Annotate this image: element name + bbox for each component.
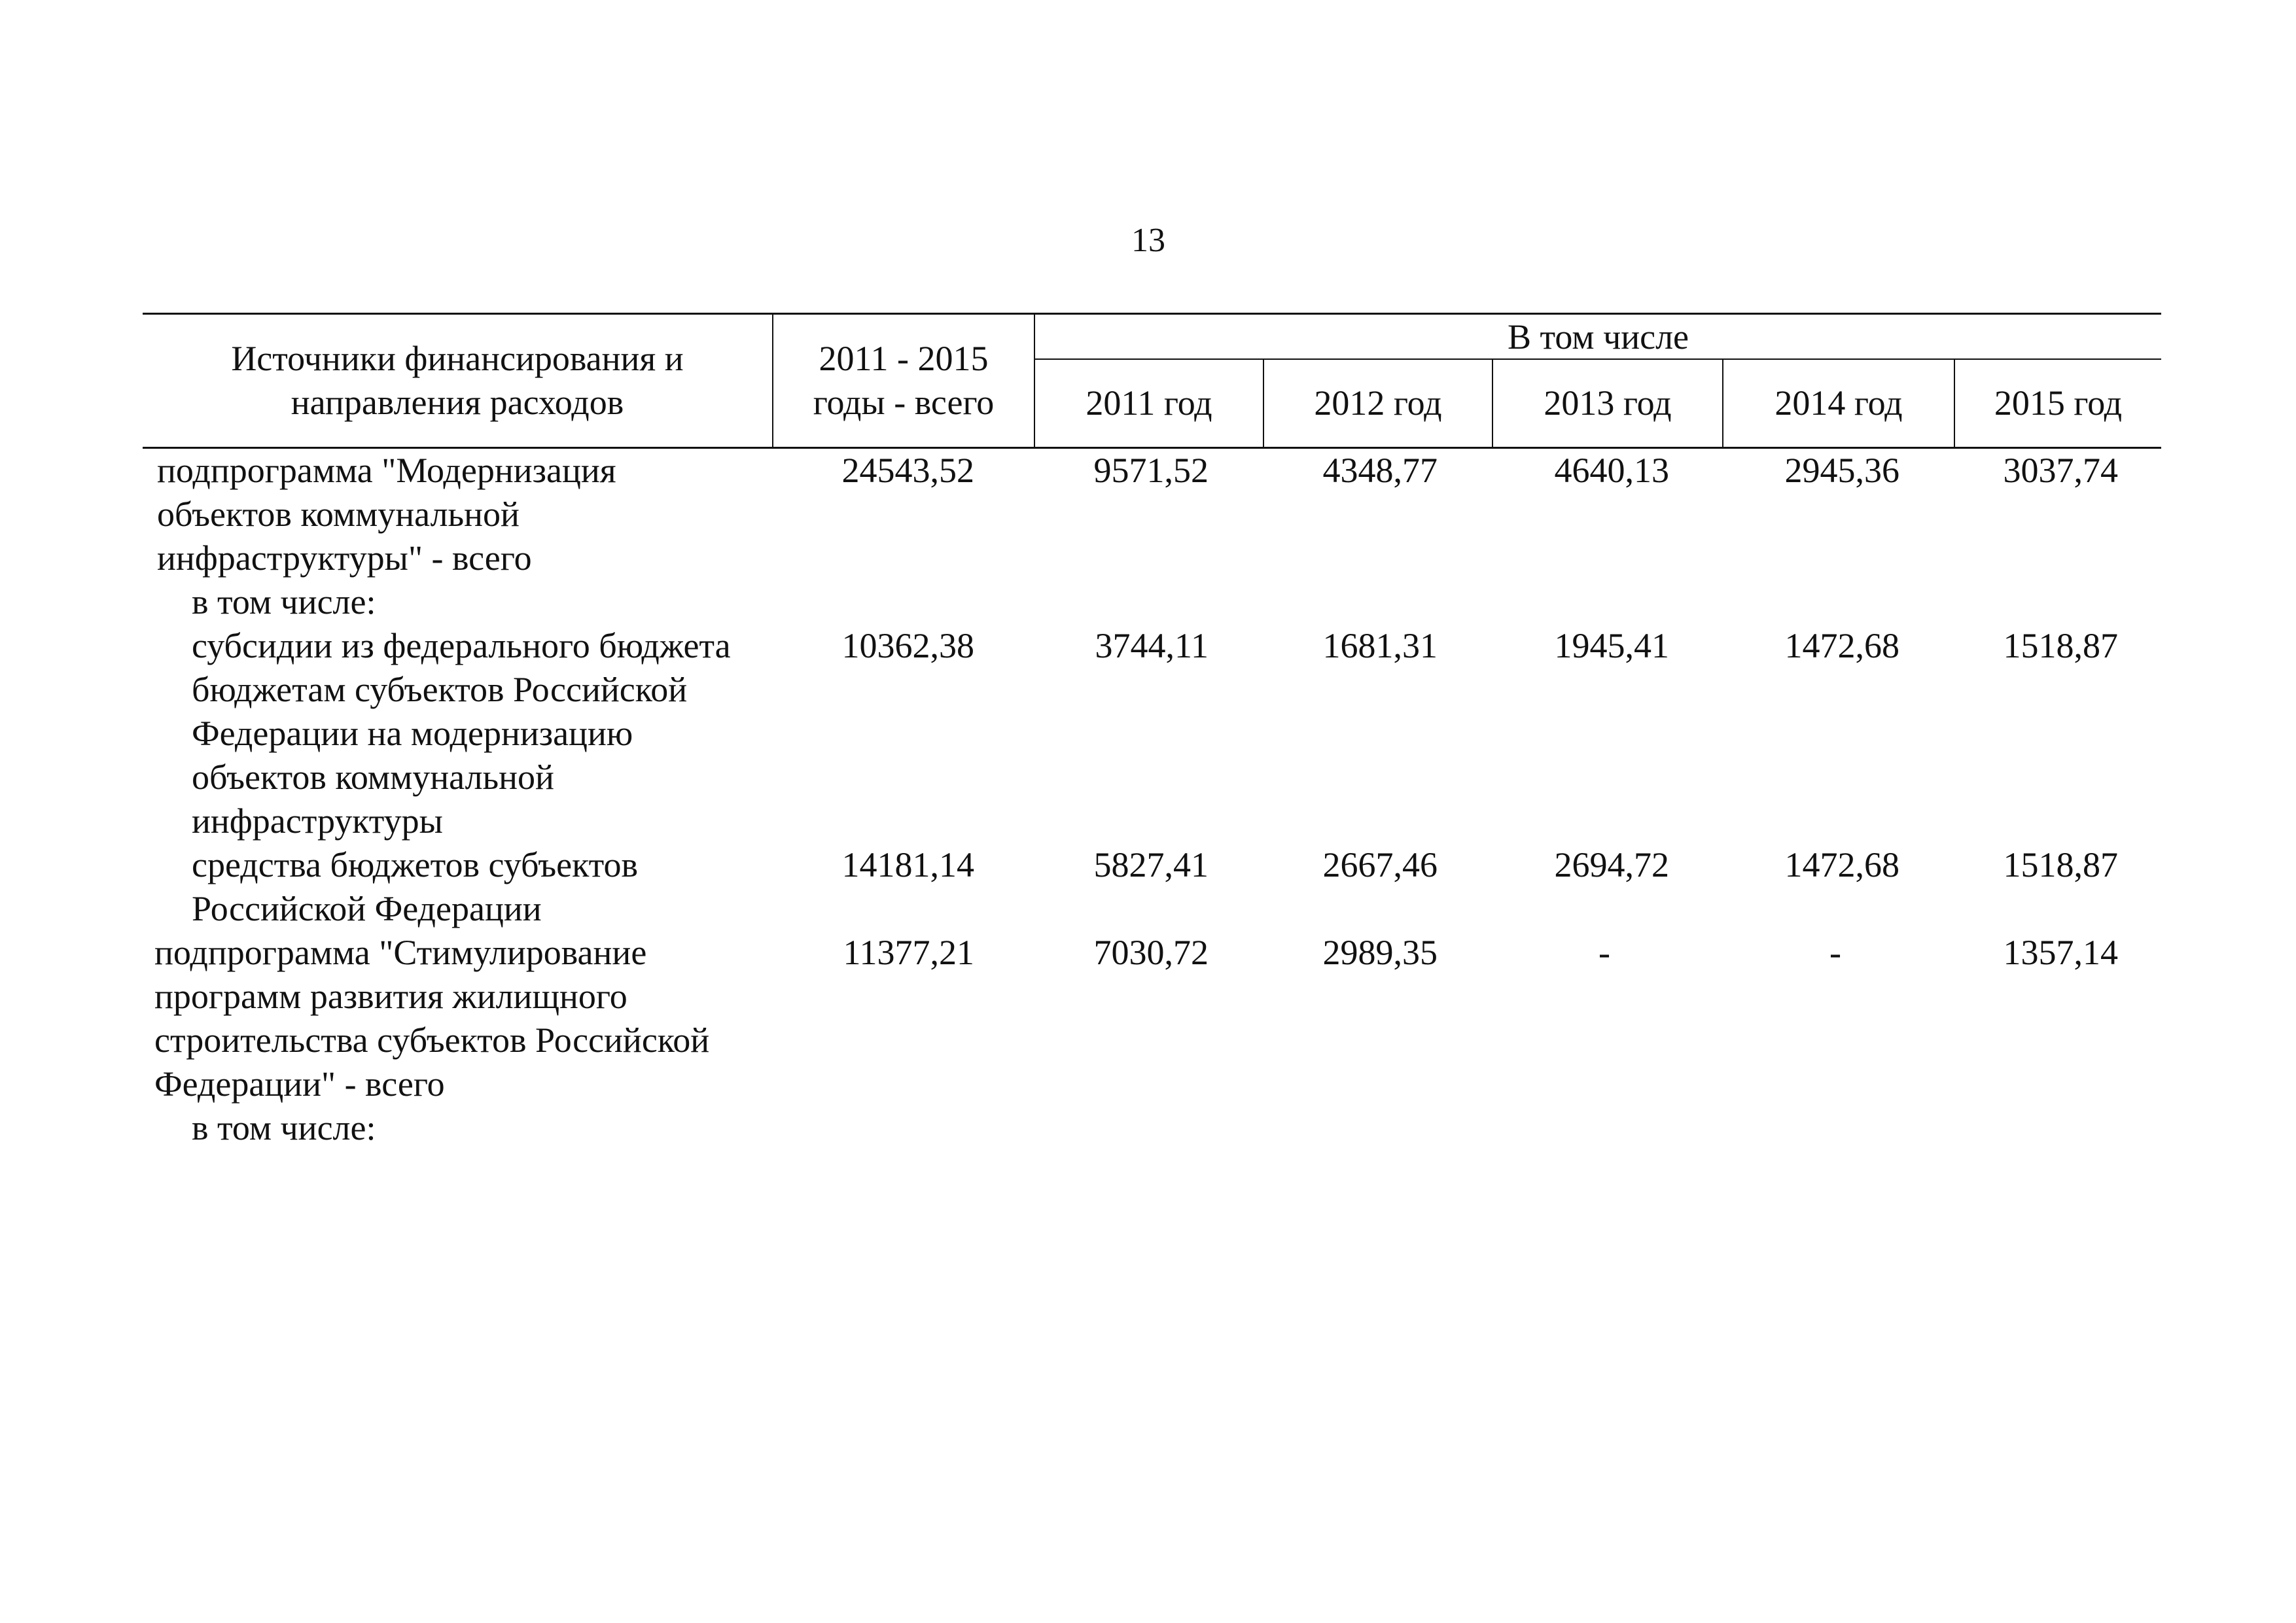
cell-2012: 1681,31: [1322, 626, 1438, 665]
cell-total: 24543,52: [841, 451, 974, 490]
cell-2012: [1263, 580, 1492, 624]
cell-total: [773, 580, 1034, 624]
financing-table: [143, 313, 2161, 1150]
table-row: [143, 580, 2161, 624]
row-label: [143, 1106, 773, 1150]
header-year-2015: 2015 год: [1954, 359, 2161, 447]
cell-2015: 1357,14: [2003, 933, 2119, 972]
cell-2014: 1472,68: [1784, 626, 1899, 665]
cell-total: [773, 1106, 1034, 1150]
cell-2012: 2667,46: [1322, 845, 1438, 884]
cell-2015: [1954, 580, 2161, 624]
cell-2015: 1518,87: [2003, 845, 2119, 884]
cell-2013: -: [1598, 933, 1610, 972]
cell-total: 14181,14: [841, 845, 974, 884]
cell-2012: 2989,35: [1322, 933, 1438, 972]
header-sources: Источники финансирования и направления расходов: [143, 314, 773, 448]
cell-2011: 7030,72: [1093, 933, 1209, 972]
row-label: [143, 580, 773, 624]
cell-2013: [1492, 580, 1723, 624]
cell-2013: 2694,72: [1554, 845, 1669, 884]
cell-2015: 1518,87: [2003, 626, 2119, 665]
cell-2014: 2945,36: [1784, 451, 1899, 490]
row-label-text: подпрограмма "Стимулирование программ развития жилищного строительства субъектов Российской Федерации" - всего: [154, 933, 710, 1104]
row-label-text: в том числе:: [192, 1108, 376, 1147]
page-number: 13: [1131, 222, 1165, 259]
row-label: [143, 843, 773, 931]
header-year-2012: 2012 год: [1263, 359, 1492, 447]
row-label-text: в том числе:: [192, 582, 376, 621]
cell-2011: [1034, 580, 1263, 624]
cell-2014: 1472,68: [1784, 845, 1899, 884]
cell-2013: 1945,41: [1554, 626, 1669, 665]
header-year-2011: 2011 год: [1034, 359, 1263, 447]
row-label: [143, 448, 773, 581]
table-header: [143, 314, 2161, 448]
cell-2011: 3744,11: [1095, 626, 1209, 665]
cell-2012: 4348,77: [1322, 451, 1438, 490]
cell-2014: -: [1829, 933, 1841, 972]
header-year-2013: 2013 год: [1492, 359, 1723, 447]
table-row: [143, 448, 2161, 581]
cell-total: 10362,38: [841, 626, 974, 665]
row-label-text: подпрограмма "Модернизация объектов коммунальной инфраструктуры" - всего: [157, 451, 616, 578]
cell-total: 11377,21: [843, 933, 974, 972]
header-total: 2011 - 2015 годы - всего: [773, 314, 1034, 448]
table-row: [143, 1106, 2161, 1150]
header-year-2014: 2014 год: [1723, 359, 1954, 447]
cell-2011: 9571,52: [1093, 451, 1209, 490]
cell-2015: [1954, 1106, 2161, 1150]
row-label-text: субсидии из федерального бюджета бюджетам субъектов Российской Федерации на модернизацию объектов коммунальной инфраструктуры: [192, 626, 731, 841]
table-row: [143, 931, 2161, 1106]
cell-2014: [1723, 1106, 1954, 1150]
header-including: В том числе: [1034, 314, 2161, 360]
cell-2011: [1034, 1106, 1263, 1150]
table-row: [143, 843, 2161, 931]
cell-2012: [1263, 1106, 1492, 1150]
row-label-text: средства бюджетов субъектов Российской Федерации: [192, 845, 638, 928]
row-label: [143, 931, 773, 1106]
cell-2013: 4640,13: [1554, 451, 1669, 490]
cell-2011: 5827,41: [1093, 845, 1209, 884]
cell-2014: [1723, 580, 1954, 624]
row-label: [143, 624, 773, 843]
table-row: [143, 624, 2161, 843]
cell-2015: 3037,74: [2003, 451, 2119, 490]
cell-2013: [1492, 1106, 1723, 1150]
